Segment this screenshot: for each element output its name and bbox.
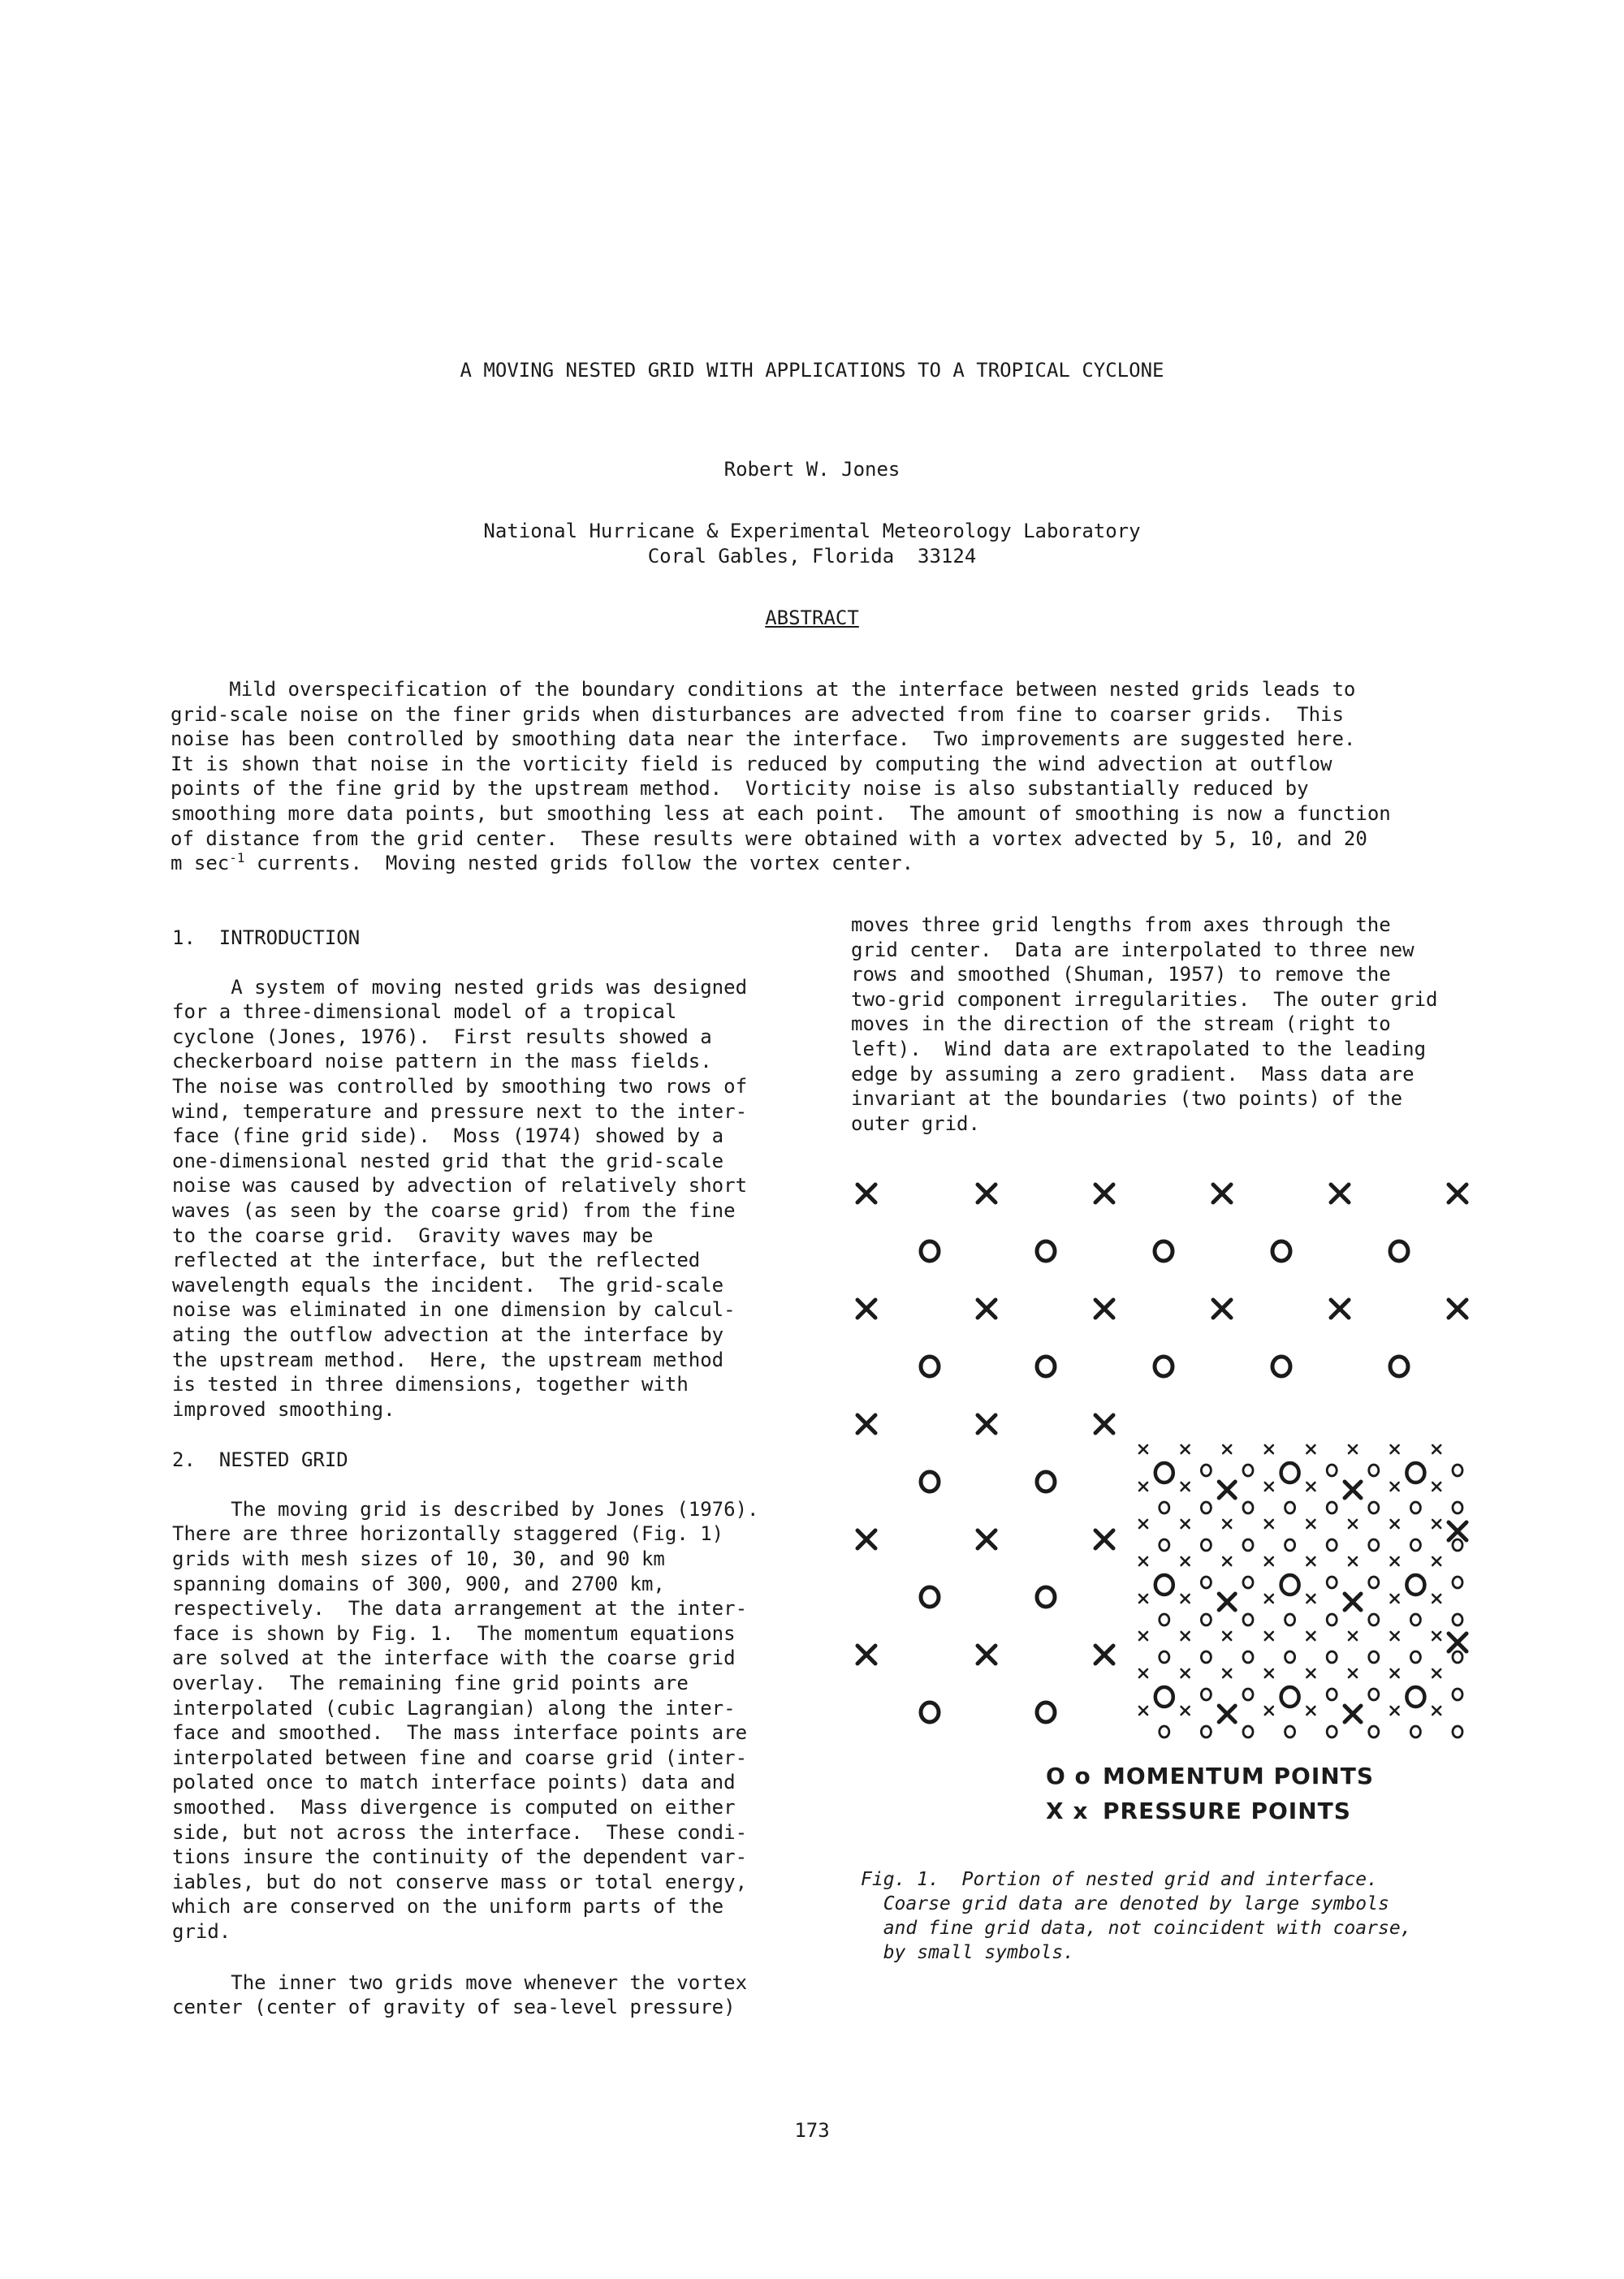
caption-line: Fig. 1. Portion of nested grid and interface. (861, 1869, 1378, 1890)
body-line: center (center of gravity of sea-level pressure) (172, 1996, 736, 2019)
fine-momentum-point (1285, 1614, 1295, 1625)
coarse-pressure-point (1345, 1594, 1361, 1610)
coarse-momentum-point (1037, 1703, 1055, 1722)
fine-momentum-point (1453, 1651, 1462, 1663)
affiliation-line-2: Coral Gables, Florida 33124 (647, 545, 977, 568)
fine-pressure-point (1391, 1707, 1399, 1715)
coarse-momentum-point (1406, 1575, 1424, 1595)
fine-pressure-point (1349, 1669, 1357, 1677)
body-line: noise was eliminated in one dimension by calcul- (172, 1298, 736, 1322)
body-line: the upstream method. Here, the upstream method (172, 1348, 724, 1371)
fine-momentum-point (1243, 1502, 1253, 1513)
fine-pressure-point (1223, 1632, 1231, 1640)
fine-pressure-point (1223, 1557, 1231, 1565)
abstract-line-last (171, 851, 1470, 876)
abstract-line: Mild overspecification of the boundary conditions at the interface between nested grids leads to (171, 678, 1356, 701)
fine-pressure-point (1307, 1557, 1315, 1565)
coarse-momentum-point (1155, 1241, 1173, 1261)
body-line: A system of moving nested grids was designed (172, 975, 748, 999)
fine-momentum-point (1243, 1577, 1253, 1588)
body-line: face and smoothed. The mass interface points are (172, 1721, 748, 1745)
fine-momentum-point (1243, 1614, 1253, 1625)
coarse-momentum-point (921, 1241, 939, 1261)
coarse-momentum-point (1155, 1687, 1173, 1707)
fine-momentum-point (1410, 1502, 1420, 1513)
fine-momentum-point (1369, 1651, 1379, 1663)
fine-momentum-point (1160, 1614, 1169, 1625)
coarse-pressure-point (1449, 1300, 1466, 1318)
body-line: checkerboard noise pattern in the mass fields. (172, 1050, 712, 1073)
fine-pressure-point (1265, 1707, 1273, 1715)
fine-momentum-point (1327, 1726, 1337, 1737)
body-line: which are conserved on the uniform parts of the (172, 1895, 724, 1919)
introduction-body (172, 975, 814, 1422)
fine-pressure-point (1391, 1520, 1399, 1528)
figure-caption (861, 1867, 1510, 1965)
fine-pressure-point (1307, 1632, 1315, 1640)
fine-momentum-point (1285, 1502, 1295, 1513)
fine-momentum-point (1327, 1465, 1337, 1476)
fine-momentum-point (1410, 1726, 1420, 1737)
fine-pressure-point (1349, 1632, 1357, 1640)
body-line: face is shown by Fig. 1. The momentum equations (172, 1621, 736, 1645)
coarse-pressure-point (1095, 1185, 1113, 1202)
fine-momentum-point (1410, 1651, 1420, 1663)
legend-momentum (1046, 1763, 1374, 1789)
coarse-momentum-point (1281, 1687, 1299, 1707)
fine-momentum-point (1327, 1614, 1337, 1625)
fine-pressure-point (1181, 1632, 1190, 1640)
fine-pressure-point (1223, 1445, 1231, 1453)
body-line: grid center. Data are interpolated to three new (851, 938, 1415, 961)
body-line: moves in the direction of the stream (right to (851, 1012, 1391, 1036)
fine-pressure-point (1181, 1557, 1190, 1565)
body-line: spanning domains of 300, 900, and 2700 km, (172, 1572, 665, 1595)
abstract-line: It is shown that noise in the vorticity field is reduced by computing the wind advection at outflow (171, 752, 1332, 775)
body-line: The inner two grids move whenever the vortex (172, 1970, 748, 1994)
fine-pressure-point (1349, 1520, 1357, 1528)
body-line: polated once to match interface points) data and (172, 1771, 736, 1794)
body-line: invariant at the boundaries (two points) of the (851, 1087, 1403, 1111)
body-line: ating the outflow advection at the interface by (172, 1323, 724, 1346)
fine-momentum-point (1201, 1651, 1211, 1663)
legend-momentum-symbols: O o (1046, 1763, 1091, 1789)
fine-pressure-point (1223, 1520, 1231, 1528)
fine-momentum-point (1201, 1726, 1211, 1737)
fine-pressure-point (1181, 1483, 1190, 1491)
fine-momentum-point (1327, 1689, 1337, 1700)
section-heading-nested-grid: 2. NESTED GRID (172, 1448, 348, 1472)
coarse-pressure-point (978, 1415, 996, 1433)
coarse-pressure-point (978, 1185, 996, 1202)
body-line: face (fine grid side). Moss (1974) showed by a (172, 1124, 724, 1148)
fine-pressure-point (1307, 1595, 1315, 1603)
coarse-pressure-point (1095, 1646, 1113, 1664)
coarse-pressure-point (1345, 1482, 1361, 1498)
affiliation-line-1: National Hurricane & Experimental Meteorology Laboratory (483, 520, 1141, 542)
coarse-pressure-point (978, 1300, 996, 1318)
body-line: grids with mesh sizes of 10, 30, and 90 km (172, 1547, 665, 1571)
body-line: cyclone (Jones, 1976). First results showed a (172, 1025, 712, 1048)
fine-pressure-point (1139, 1669, 1147, 1677)
abstract-line: noise has been controlled by smoothing data near the interface. Two improvements are suggested here. (171, 727, 1356, 751)
paper-title: A MOVING NESTED GRID WITH APPLICATIONS TO A TROPICAL CYCLONE (460, 359, 1164, 382)
coarse-pressure-point (1449, 1522, 1466, 1540)
coarse-momentum-point (1406, 1463, 1424, 1483)
coarse-momentum-point (1037, 1587, 1055, 1607)
body-line: respectively. The data arrangement at the inter- (172, 1597, 748, 1621)
coarse-pressure-point (1095, 1415, 1113, 1433)
fine-pressure-point (1139, 1632, 1147, 1640)
fine-momentum-point (1160, 1539, 1169, 1551)
fine-pressure-point (1265, 1632, 1273, 1640)
fine-pressure-point (1265, 1520, 1273, 1528)
fine-momentum-point (1201, 1502, 1211, 1513)
coarse-pressure-point (1331, 1185, 1349, 1202)
left-column (172, 926, 814, 2020)
coarse-momentum-point (1281, 1463, 1299, 1483)
abstract-line: grid-scale noise on the finer grids when disturbances are advected from fine to coarser grids. This (171, 702, 1344, 726)
coarse-pressure-point (978, 1530, 996, 1548)
coarse-pressure-point (1331, 1300, 1349, 1318)
body-line: waves (as seen by the coarse grid) from the fine (172, 1198, 736, 1222)
body-line: iables, but do not conserve mass or total energy, (172, 1870, 748, 1893)
body-line: There are three horizontally staggered (Fig. 1) (172, 1522, 724, 1546)
fine-momentum-point (1453, 1614, 1462, 1625)
superscript: -1 (229, 850, 245, 866)
abstract-line: smoothing more data points, but smoothing less at each point. The amount of smoothing is now a function (171, 801, 1391, 825)
coarse-pressure-point (1345, 1706, 1361, 1722)
fine-pressure-point (1265, 1669, 1273, 1677)
fine-pressure-point (1265, 1483, 1273, 1491)
coarse-pressure-point (1219, 1594, 1235, 1610)
body-line: The moving grid is described by Jones (1976). (172, 1497, 759, 1521)
fine-momentum-point (1243, 1689, 1253, 1700)
coarse-pressure-point (1219, 1706, 1235, 1722)
coarse-pressure-point (1095, 1300, 1113, 1318)
coarse-momentum-point (1272, 1357, 1290, 1376)
fine-momentum-point (1369, 1502, 1379, 1513)
body-line: rows and smoothed (Shuman, 1957) to remove the (851, 963, 1391, 986)
coarse-momentum-point (1155, 1357, 1173, 1376)
abstract-heading: ABSTRACT (765, 606, 859, 629)
legend-pressure-symbols: X x (1046, 1798, 1089, 1824)
coarse-momentum-point (1390, 1241, 1408, 1261)
coarse-pressure-point (857, 1646, 875, 1664)
fine-momentum-point (1410, 1539, 1420, 1551)
abstract-line: of distance from the grid center. These results were obtained with a vortex advected by 5, 10, and 20 (171, 827, 1367, 850)
fine-pressure-point (1432, 1483, 1440, 1491)
body-line: one-dimensional nested grid that the grid-scale (172, 1149, 724, 1172)
fine-momentum-point (1453, 1502, 1462, 1513)
fine-pressure-point (1391, 1445, 1399, 1453)
fine-pressure-point (1265, 1445, 1273, 1453)
fine-momentum-point (1160, 1726, 1169, 1737)
fine-pressure-point (1307, 1445, 1315, 1453)
fine-momentum-point (1160, 1502, 1169, 1513)
coarse-momentum-point (921, 1357, 939, 1376)
abstract-line: points of the fine grid by the upstream method. Vorticity noise is also substantially reduced by (171, 777, 1309, 801)
fine-momentum-point (1453, 1465, 1462, 1476)
fine-pressure-point (1139, 1595, 1147, 1603)
fine-momentum-point (1201, 1465, 1211, 1476)
fine-pressure-point (1432, 1707, 1440, 1715)
fine-momentum-point (1453, 1726, 1462, 1737)
body-line: noise was caused by advection of relatively short (172, 1174, 748, 1198)
coarse-pressure-point (857, 1300, 875, 1318)
coarse-pressure-point (1213, 1185, 1231, 1202)
coarse-momentum-point (1406, 1687, 1424, 1707)
coarse-pressure-point (1449, 1185, 1466, 1202)
coarse-momentum-point (1037, 1241, 1055, 1261)
fine-pressure-point (1307, 1707, 1315, 1715)
fine-momentum-point (1327, 1651, 1337, 1663)
caption-line: Coarse grid data are denoted by large symbols (861, 1893, 1389, 1914)
fine-momentum-point (1201, 1689, 1211, 1700)
coarse-pressure-point (978, 1646, 996, 1664)
fine-momentum-point (1285, 1539, 1295, 1551)
right-column (851, 913, 1492, 1136)
body-line: smoothed. Mass divergence is computed on either (172, 1796, 736, 1819)
fine-momentum-point (1243, 1651, 1253, 1663)
fine-pressure-point (1265, 1557, 1273, 1565)
caption-line: and fine grid data, not coincident with coarse, (861, 1918, 1412, 1939)
fine-momentum-point (1243, 1539, 1253, 1551)
body-line: overlay. The remaining fine grid points are (172, 1672, 689, 1695)
fine-pressure-point (1181, 1445, 1190, 1453)
fine-momentum-point (1243, 1465, 1253, 1476)
coarse-momentum-point (1155, 1575, 1173, 1595)
body-line: wavelength equals the incident. The grid-scale (172, 1273, 724, 1297)
body-line: grid. (172, 1919, 231, 1943)
body-line: reflected at the interface, but the reflected (172, 1249, 701, 1272)
coarse-pressure-point (857, 1530, 875, 1548)
fine-pressure-point (1391, 1632, 1399, 1640)
fine-pressure-point (1139, 1445, 1147, 1453)
fine-pressure-point (1432, 1557, 1440, 1565)
coarse-momentum-point (1272, 1241, 1290, 1261)
body-line: is tested in three dimensions, together with (172, 1373, 689, 1396)
fine-pressure-point (1181, 1707, 1190, 1715)
coarse-momentum-point (1390, 1357, 1408, 1376)
body-line: interpolated (cubic Lagrangian) along the inter- (172, 1696, 736, 1720)
caption-line: by small symbols. (861, 1942, 1075, 1963)
fine-momentum-point (1327, 1502, 1337, 1513)
fine-momentum-point (1453, 1539, 1462, 1551)
fine-pressure-point (1139, 1483, 1147, 1491)
fine-pressure-point (1432, 1632, 1440, 1640)
fine-momentum-point (1369, 1539, 1379, 1551)
fine-momentum-point (1201, 1577, 1211, 1588)
fine-momentum-point (1160, 1651, 1169, 1663)
fine-pressure-point (1307, 1483, 1315, 1491)
fine-pressure-point (1391, 1669, 1399, 1677)
fine-momentum-point (1369, 1465, 1379, 1476)
body-line: edge by assuming a zero gradient. Mass data are (851, 1062, 1415, 1086)
body-line: tions insure the continuity of the dependent var- (172, 1845, 748, 1869)
fine-momentum-point (1410, 1614, 1420, 1625)
abstract-units: m sec (171, 852, 230, 875)
nested-grid-diagram (844, 1161, 1494, 1762)
fine-momentum-point (1243, 1726, 1253, 1737)
fine-pressure-point (1181, 1520, 1190, 1528)
fine-pressure-point (1432, 1595, 1440, 1603)
fine-momentum-point (1369, 1614, 1379, 1625)
fine-momentum-point (1201, 1539, 1211, 1551)
fine-pressure-point (1307, 1520, 1315, 1528)
fine-momentum-point (1369, 1726, 1379, 1737)
coarse-momentum-point (921, 1472, 939, 1491)
fine-momentum-point (1327, 1539, 1337, 1551)
coarse-pressure-point (1219, 1482, 1235, 1498)
coarse-pressure-point (1449, 1634, 1466, 1651)
fine-pressure-point (1432, 1669, 1440, 1677)
coarse-momentum-point (921, 1703, 939, 1722)
fine-pressure-point (1432, 1445, 1440, 1453)
abstract-body (171, 677, 1470, 876)
coarse-momentum-point (1155, 1463, 1173, 1483)
legend-momentum-label: MOMENTUM POINTS (1103, 1763, 1374, 1789)
page-number: 173 (794, 2119, 830, 2142)
coarse-pressure-point (857, 1415, 875, 1433)
author-name: Robert W. Jones (723, 458, 901, 481)
fine-momentum-point (1369, 1689, 1379, 1700)
coarse-momentum-point (921, 1587, 939, 1607)
coarse-pressure-point (1213, 1300, 1231, 1318)
fine-momentum-point (1285, 1726, 1295, 1737)
body-line: moves three grid lengths from axes through the (851, 913, 1391, 936)
fine-pressure-point (1349, 1557, 1357, 1565)
body-line: wind, temperature and pressure next to the inter- (172, 1099, 748, 1123)
fine-momentum-point (1201, 1614, 1211, 1625)
nested-grid-body (172, 1497, 814, 1944)
body-line: to the coarse grid. Gravity waves may be (172, 1224, 654, 1247)
fine-momentum-point (1453, 1689, 1462, 1700)
fine-momentum-point (1327, 1577, 1337, 1588)
body-line: two-grid component irregularities. The outer grid (851, 987, 1438, 1011)
fine-pressure-point (1139, 1520, 1147, 1528)
fine-momentum-point (1369, 1577, 1379, 1588)
fine-pressure-point (1139, 1557, 1147, 1565)
fine-pressure-point (1181, 1669, 1190, 1677)
fine-pressure-point (1432, 1520, 1440, 1528)
legend-pressure (1046, 1798, 1351, 1824)
coarse-pressure-point (857, 1185, 875, 1202)
fine-pressure-point (1223, 1669, 1231, 1677)
body-line: outer grid. (851, 1111, 980, 1135)
fine-pressure-point (1349, 1445, 1357, 1453)
coarse-momentum-point (1037, 1357, 1055, 1376)
section-heading-introduction: 1. INTRODUCTION (172, 926, 361, 949)
coarse-pressure-point (1095, 1530, 1113, 1548)
fine-pressure-point (1307, 1669, 1315, 1677)
body-line: The noise was controlled by smoothing two rows of (172, 1074, 748, 1098)
coarse-momentum-point (1037, 1472, 1055, 1491)
fine-pressure-point (1139, 1707, 1147, 1715)
body-line: are solved at the interface with the coarse grid (172, 1647, 736, 1670)
nested-grid-body-continued (172, 1970, 814, 2020)
fine-momentum-point (1285, 1651, 1295, 1663)
fine-momentum-point (1453, 1577, 1462, 1588)
abstract-tail: currents. Moving nested grids follow the vortex center. (244, 852, 914, 875)
coarse-momentum-point (1281, 1575, 1299, 1595)
fine-pressure-point (1391, 1483, 1399, 1491)
body-line: for a three-dimensional model of a tropical (172, 1000, 677, 1024)
fine-pressure-point (1181, 1595, 1190, 1603)
legend-pressure-label: PRESSURE POINTS (1103, 1798, 1351, 1824)
figure-nested-grid (844, 1161, 1494, 1867)
body-line: left). Wind data are extrapolated to the leading (851, 1037, 1427, 1060)
body-line: interpolated between fine and coarse grid (inter- (172, 1746, 748, 1769)
body-line: improved smoothing. (172, 1397, 395, 1421)
fine-pressure-point (1391, 1595, 1399, 1603)
body-line: side, but not across the interface. These condi- (172, 1820, 748, 1844)
fine-pressure-point (1391, 1557, 1399, 1565)
fine-pressure-point (1265, 1595, 1273, 1603)
